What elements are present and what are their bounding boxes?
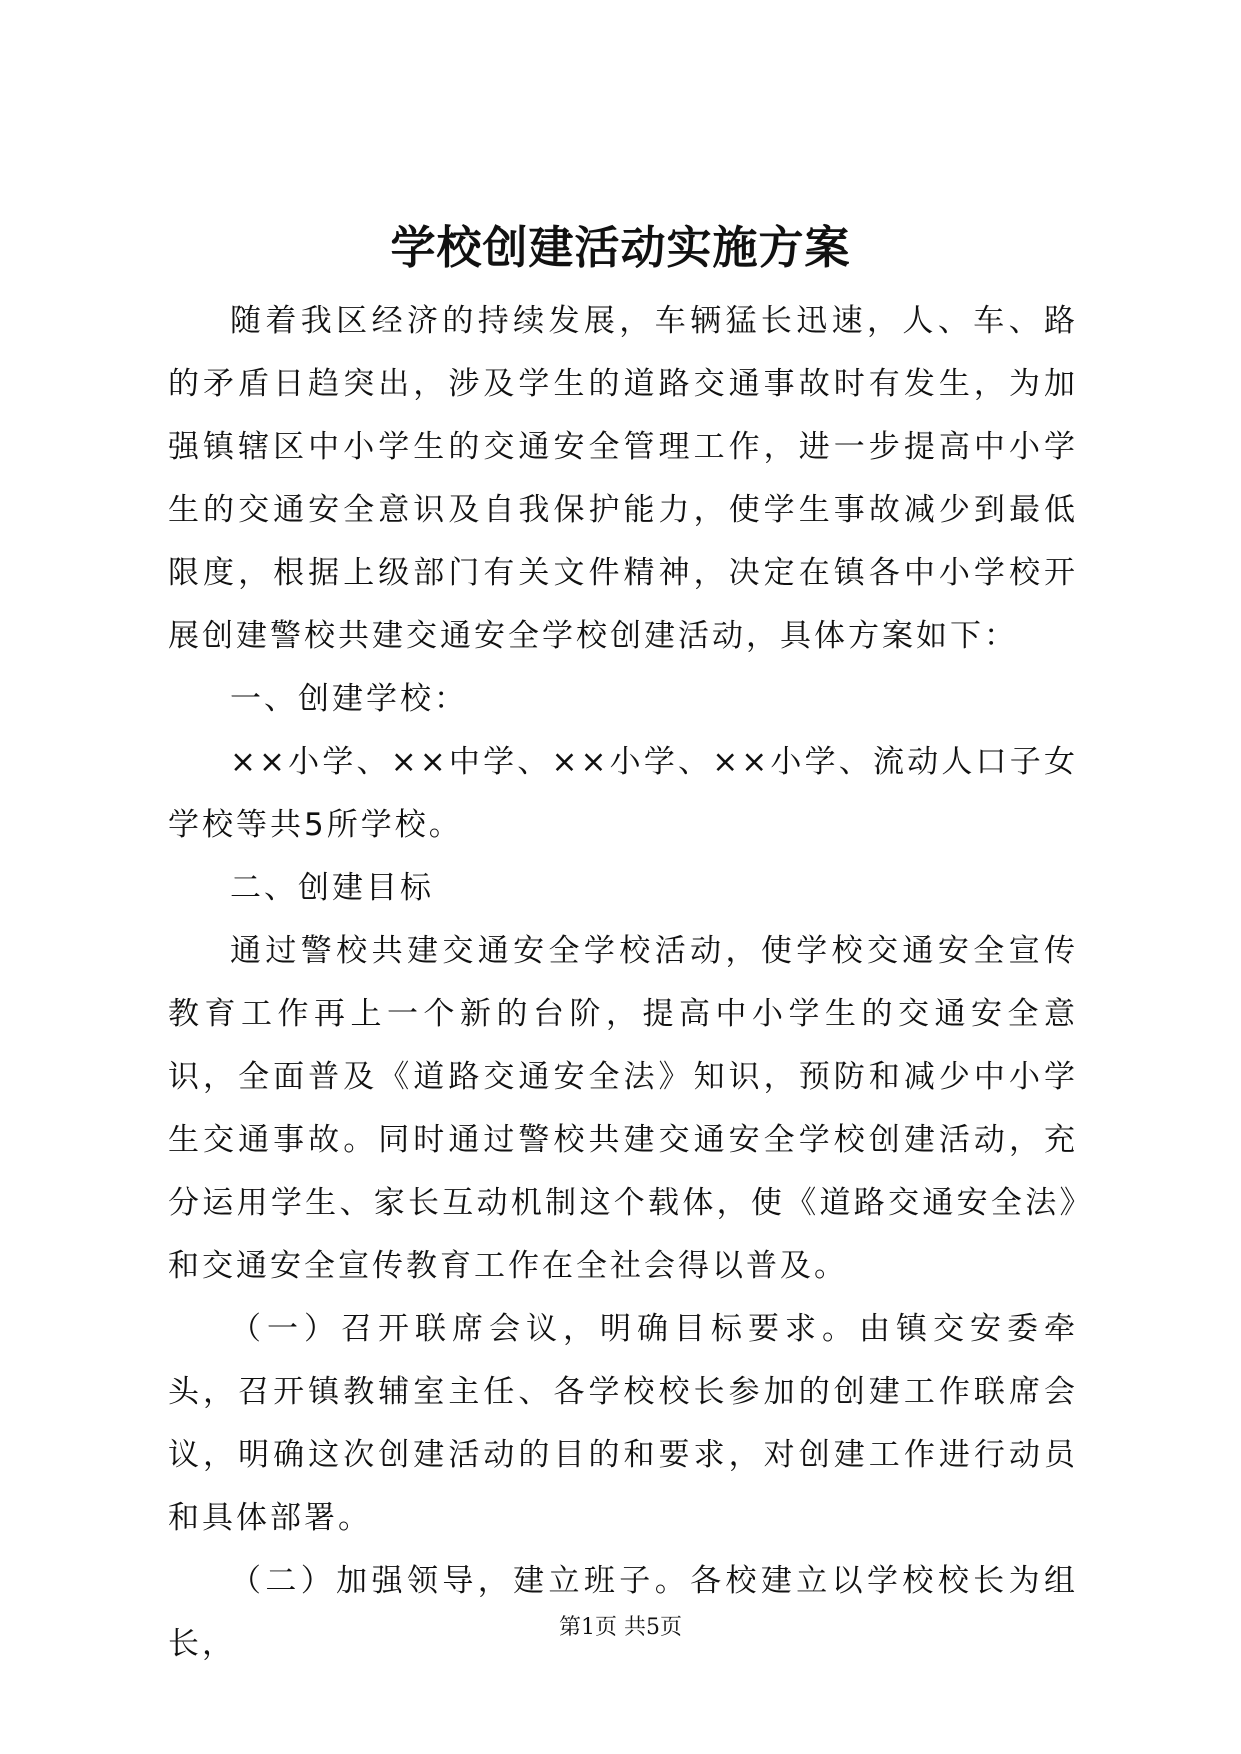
schools-paragraph: ××小学、××中学、××小学、××小学、流动人口子女学校等共5所学校。 [168, 744, 1078, 843]
goals-paragraph: 通过警校共建交通安全学校活动，使学校交通安全宣传教育工作再上一个新的台阶，提高中小学生的交通安全意识，全面普及《道路交通安全法》知识，预防和减少中小学生交通事故。同时通过警校共建交通安全学校创建活动，充分运用学生、家长互动机制这个载体，使《道路交通安全法》和交通安全宣传教育工作在全社会得以普及。 [168, 933, 1078, 1284]
section-heading-goals: 二、创建目标 [230, 870, 434, 906]
leadership-paragraph: （二）加强领导，建立班子。各校建立以学校校长为组长， [168, 1563, 1078, 1662]
section-heading-schools: 一、创建学校： [230, 681, 468, 717]
meeting-paragraph: （一）召开联席会议，明确目标要求。由镇交安委牵头，召开镇教辅室主任、各学校校长参加的创建工作联席会议，明确这次创建活动的目的和要求，对创建工作进行动员和具体部署。 [168, 1311, 1078, 1536]
document-body [168, 290, 1078, 1676]
intro-paragraph: 随着我区经济的持续发展，车辆猛长迅速，人、车、路的矛盾日趋突出，涉及学生的道路交通事故时有发生，为加强镇辖区中小学生的交通安全管理工作，进一步提高中小学生的交通安全意识及自我保护能力，使学生事故减少到最低限度，根据上级部门有关文件精神，决定在镇各中小学校开展创建警校共建交通安全学校创建活动，具体方案如下： [168, 303, 1078, 654]
page-footer: 第1页 共5页 [559, 1615, 682, 1640]
document-title: 学校创建活动实施方案 [390, 221, 851, 274]
